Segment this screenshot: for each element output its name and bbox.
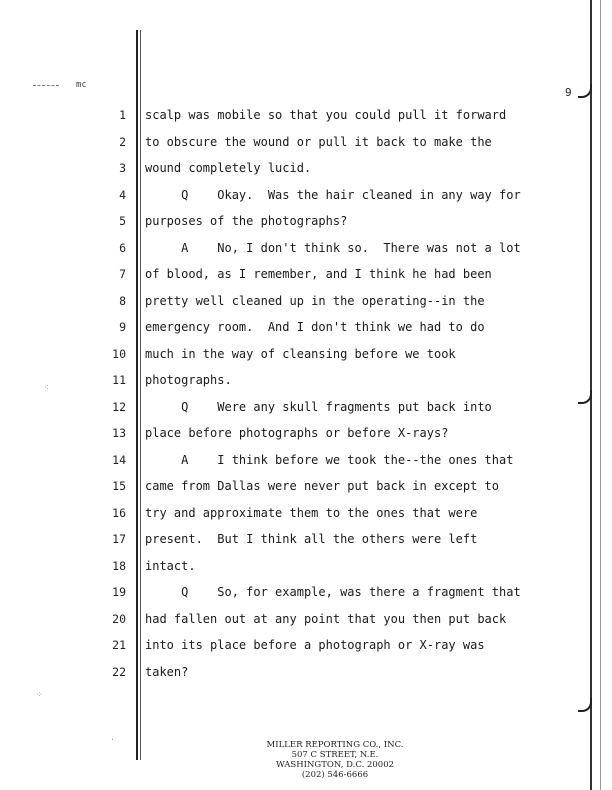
line-number: 7 xyxy=(119,267,126,281)
line-text: scalp was mobile so that you could pull it forward xyxy=(145,108,507,122)
line-number: 12 xyxy=(112,399,126,414)
footer-phone: (202) 546-6666 xyxy=(301,770,369,780)
line-number: 19 xyxy=(112,585,126,599)
line-text: Q Okay. Was the hair cleaned in any way for xyxy=(145,187,521,202)
line-number: 21 xyxy=(112,638,126,652)
reporter-initials: mc xyxy=(76,80,87,90)
line-text: pretty well cleaned up in the operating--in the xyxy=(145,293,485,308)
line-number: 4 xyxy=(119,187,126,202)
transcript-line xyxy=(0,585,612,612)
line-number: 5 xyxy=(119,214,126,228)
transcript-line xyxy=(0,559,612,586)
line-number: 1 xyxy=(119,108,126,122)
footer-street: 507 C STREET, N.E. xyxy=(291,750,379,760)
transcript-line xyxy=(0,400,612,427)
line-text: Q Were any skull fragments put back into xyxy=(145,399,492,414)
scan-speck: ⁘ xyxy=(36,690,43,699)
transcript-line xyxy=(0,135,612,162)
transcript-line xyxy=(0,638,612,665)
transcript-line xyxy=(0,373,612,400)
line-number: 15 xyxy=(112,479,126,493)
line-text: much in the way of cleansing before we took xyxy=(145,346,456,361)
line-number: 10 xyxy=(112,346,126,361)
margin-dash-mark xyxy=(33,85,59,87)
line-number: 14 xyxy=(112,452,126,467)
transcript-line xyxy=(0,532,612,559)
transcript-line xyxy=(0,294,612,321)
line-number: 22 xyxy=(112,664,126,679)
transcript-line xyxy=(0,665,612,692)
transcript-line xyxy=(0,612,612,639)
line-text: present. But I think all the others were left xyxy=(145,532,478,546)
line-text: had fallen out at any point that you then put back xyxy=(145,611,507,626)
line-text: place before photographs or before X-rays? xyxy=(145,426,449,440)
page-number: 9 xyxy=(565,86,572,99)
line-number: 16 xyxy=(112,505,126,520)
line-text: emergency room. And I don't think we had to do xyxy=(145,320,485,334)
transcript-line xyxy=(0,426,612,453)
line-text: taken? xyxy=(145,664,189,679)
line-text: came from Dallas were never put back in except to xyxy=(145,479,500,493)
line-number: 11 xyxy=(112,373,126,387)
scan-speck: ⁖ xyxy=(44,383,49,392)
transcript-line xyxy=(0,506,612,533)
footer-company: MILLER REPORTING CO., INC. xyxy=(266,740,404,750)
line-text: purposes of the photographs? xyxy=(145,214,348,228)
transcript-line xyxy=(0,188,612,215)
line-number: 8 xyxy=(119,293,126,308)
transcript-line xyxy=(0,320,612,347)
line-text: of blood, as I remember, and I think he had been xyxy=(145,267,492,281)
line-text: A I think before we took the--the ones that xyxy=(145,452,514,467)
line-text: Q So, for example, was there a fragment that xyxy=(145,585,521,599)
line-number: 6 xyxy=(119,240,126,255)
transcript-line xyxy=(0,241,612,268)
transcript-line xyxy=(0,347,612,374)
line-text: A No, I don't think so. There was not a lot xyxy=(145,240,521,255)
line-text: photographs. xyxy=(145,373,232,387)
transcript-line xyxy=(0,267,612,294)
footer-city: WASHINGTON, D.C. 20002 xyxy=(275,760,395,770)
transcript-line xyxy=(0,479,612,506)
line-number: 3 xyxy=(119,161,126,175)
reporter-footer xyxy=(240,740,430,780)
transcript-line xyxy=(0,108,612,135)
line-text: into its place before a photograph or X-ray was xyxy=(145,638,485,652)
line-number: 20 xyxy=(112,611,126,626)
line-text: intact. xyxy=(145,558,196,573)
transcript-line xyxy=(0,161,612,188)
line-number: 18 xyxy=(112,558,126,573)
line-text: wound completely lucid. xyxy=(145,161,312,175)
line-text: try and approximate them to the ones that were xyxy=(145,505,478,520)
transcript-line xyxy=(0,214,612,241)
line-number: 9 xyxy=(119,320,126,334)
line-text: to obscure the wound or pull it back to make the xyxy=(145,134,492,149)
scan-speck: · xyxy=(110,735,115,744)
line-number: 17 xyxy=(112,532,126,546)
transcript-line xyxy=(0,453,612,480)
line-number: 2 xyxy=(119,134,126,149)
line-number: 13 xyxy=(112,426,126,440)
